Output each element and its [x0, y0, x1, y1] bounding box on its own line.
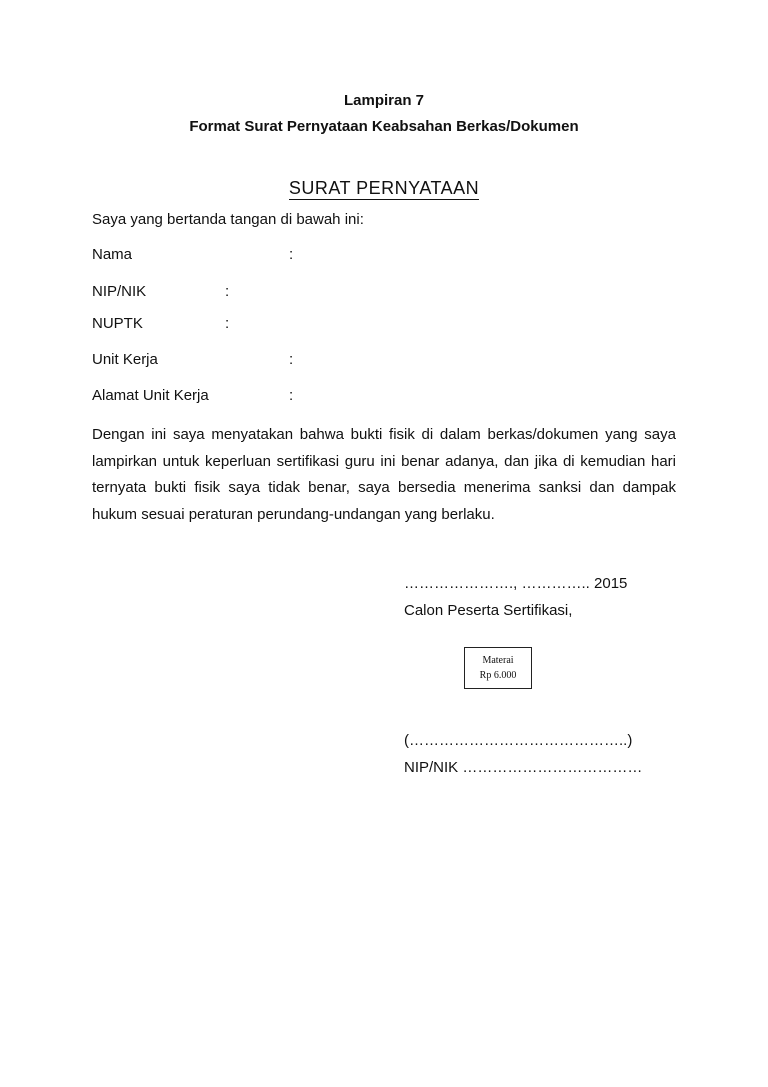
field-colon-nama: : — [289, 246, 294, 263]
field-label-alamat-unit-kerja: Alamat Unit Kerja — [92, 387, 209, 404]
field-colon-nuptk: : — [225, 315, 230, 332]
field-label-unit-kerja: Unit Kerja — [92, 351, 158, 368]
field-label-nip-nik: NIP/NIK — [92, 283, 147, 300]
statement-paragraph: Dengan ini saya menyatakan bahwa bukti fisik di dalam berkas/dokumen yang saya lampirkan untuk keperluan sertifikasi guru ini benar adanya, dan jika di kemudian hari ternyata bukti fisik saya tidak benar, saya bersedia menerima sanksi dan dampak hukum sesuai peraturan perundang-undangan yang berlaku. — [92, 426, 676, 523]
field-label-nama: Nama — [92, 246, 133, 263]
signatory-role: Calon Peserta Sertifikasi, — [404, 602, 573, 619]
stamp-label: Materai — [482, 655, 514, 666]
signatory-nip-line: NIP/NIK ……………………………… — [404, 759, 643, 776]
field-colon-alamat-unit-kerja: : — [289, 387, 294, 404]
document-heading — [0, 178, 768, 199]
appendix-title: Format Surat Pernyataan Keabsahan Berkas/Dokumen — [189, 118, 579, 135]
stamp-placeholder-box — [464, 647, 532, 689]
field-colon-unit-kerja: : — [289, 351, 294, 368]
field-colon-nip-nik: : — [225, 283, 230, 300]
intro-text: Saya yang bertanda tangan di bawah ini: — [92, 211, 364, 228]
document-heading-text: SURAT PERNYATAAN — [288, 178, 480, 198]
field-label-nuptk: NUPTK — [92, 315, 143, 332]
stamp-amount: Rp 6.000 — [479, 670, 517, 681]
place-date-line: …………………., ………….. 2015 — [404, 575, 628, 592]
signatory-name-line: (……………………………………..) — [404, 732, 633, 749]
appendix-label: Lampiran 7 — [343, 92, 425, 109]
